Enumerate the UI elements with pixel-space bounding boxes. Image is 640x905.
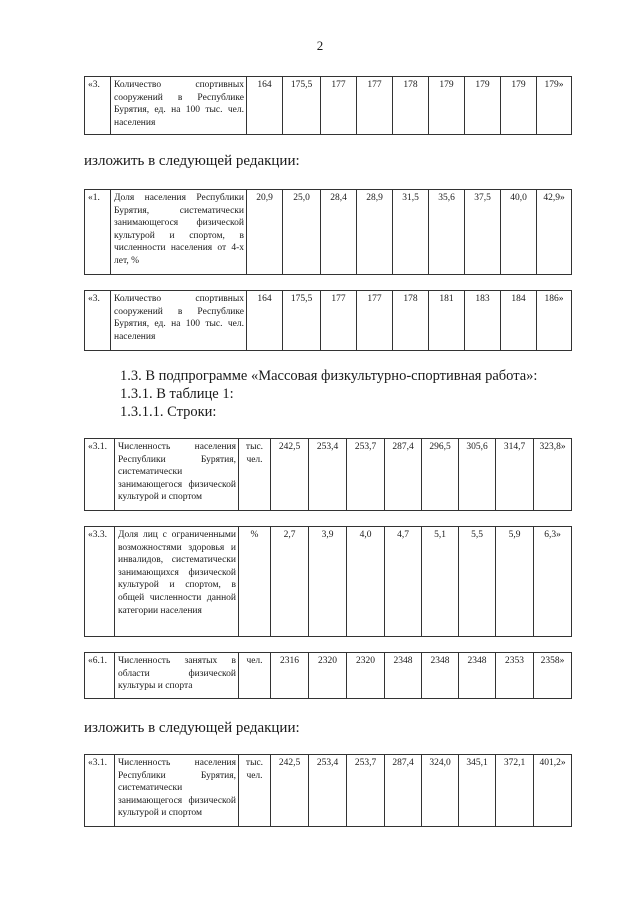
row-description: Численность населения Республики Бурятия, систематически занимающегося физической культурой и спортом (115, 439, 239, 511)
section-heading: 1.3.1.1. Строки: (120, 404, 217, 420)
row-value: 35,6 (429, 190, 465, 275)
row-value: 179 (501, 77, 537, 135)
row-value: 253,7 (347, 439, 385, 511)
row-value: 324,0 (422, 755, 459, 827)
row-value: 2320 (309, 653, 347, 699)
row-index: «1. (85, 190, 111, 275)
row-value: 178 (393, 291, 429, 351)
row-value: 2,7 (271, 527, 309, 637)
section-heading: 1.3. В подпрограмме «Массовая физкультурно-спортивная работа»: (120, 368, 538, 384)
indicator-table-1 (84, 76, 572, 135)
row-value: 4,7 (385, 527, 422, 637)
row-value: 253,7 (347, 755, 385, 827)
row-value: 323,8» (534, 439, 572, 511)
row-index: «3.3. (85, 527, 115, 637)
row-value: 42,9» (537, 190, 572, 275)
section-heading: 1.3.1. В таблице 1: (120, 386, 234, 402)
redaction-phrase: изложить в следующей редакции: (84, 153, 300, 169)
row-value: 179» (537, 77, 572, 135)
table-row (85, 77, 572, 135)
row-unit: тыс. чел. (239, 755, 271, 827)
page-number: 2 (316, 38, 324, 53)
row-value: 164 (247, 77, 283, 135)
row-value: 2358» (534, 653, 572, 699)
row-value: 6,3» (534, 527, 572, 637)
row-value: 253,4 (309, 439, 347, 511)
row-description: Численность занятых в области физической культуры и спорта (115, 653, 239, 699)
indicator-table-5 (84, 526, 572, 637)
row-value: 175,5 (283, 291, 321, 351)
row-value: 164 (247, 291, 283, 351)
row-index: «3.1. (85, 439, 115, 511)
indicator-table-4 (84, 438, 572, 511)
row-unit: % (239, 527, 271, 637)
row-value: 3,9 (309, 527, 347, 637)
row-value: 177 (321, 77, 357, 135)
row-value: 296,5 (422, 439, 459, 511)
row-value: 31,5 (393, 190, 429, 275)
table-row (85, 755, 572, 827)
indicator-table-7 (84, 754, 572, 827)
row-value: 2348 (385, 653, 422, 699)
row-value: 179 (465, 77, 501, 135)
row-value: 5,5 (459, 527, 496, 637)
row-value: 242,5 (271, 755, 309, 827)
row-unit: тыс. чел. (239, 439, 271, 511)
row-value: 40,0 (501, 190, 537, 275)
row-index: «6.1. (85, 653, 115, 699)
row-value: 287,4 (385, 755, 422, 827)
row-unit: чел. (239, 653, 271, 699)
row-description: Доля лиц с ограниченными возможностями здоровья и инвалидов, систематически занимающихся физической культурой и спортом, в общей численности данной категории населения (115, 527, 239, 637)
row-index: «3. (85, 291, 111, 351)
table-row (85, 439, 572, 511)
row-description: Количество спортивных сооружений в Республике Бурятия, ед. на 100 тыс. чел. населения (111, 291, 247, 351)
redaction-phrase: изложить в следующей редакции: (84, 720, 300, 736)
row-value: 253,4 (309, 755, 347, 827)
row-value: 2348 (422, 653, 459, 699)
row-value: 177 (357, 77, 393, 135)
row-value: 179 (429, 77, 465, 135)
table-row (85, 190, 572, 275)
indicator-table-6 (84, 652, 572, 699)
row-value: 2348 (459, 653, 496, 699)
row-value: 181 (429, 291, 465, 351)
row-value: 5,9 (496, 527, 534, 637)
row-value: 2353 (496, 653, 534, 699)
row-value: 28,9 (357, 190, 393, 275)
row-value: 28,4 (321, 190, 357, 275)
row-value: 5,1 (422, 527, 459, 637)
row-value: 242,5 (271, 439, 309, 511)
row-index: «3. (85, 77, 111, 135)
row-description: Количество спортивных сооружений в Республике Бурятия, ед. на 100 тыс. чел. населения (111, 77, 247, 135)
row-value: 401,2» (534, 755, 572, 827)
row-value: 20,9 (247, 190, 283, 275)
row-value: 287,4 (385, 439, 422, 511)
row-value: 175,5 (283, 77, 321, 135)
row-index: «3.1. (85, 755, 115, 827)
row-value: 37,5 (465, 190, 501, 275)
row-description: Доля населения Республики Бурятия, систематически занимающегося физической культурой и спортом, в численности населения от 4-х лет, % (111, 190, 247, 275)
row-value: 177 (357, 291, 393, 351)
row-value: 184 (501, 291, 537, 351)
table-row (85, 291, 572, 351)
row-value: 314,7 (496, 439, 534, 511)
row-value: 178 (393, 77, 429, 135)
table-row (85, 653, 572, 699)
row-value: 25,0 (283, 190, 321, 275)
table-row (85, 527, 572, 637)
row-value: 183 (465, 291, 501, 351)
row-value: 305,6 (459, 439, 496, 511)
row-value: 345,1 (459, 755, 496, 827)
row-value: 186» (537, 291, 572, 351)
row-value: 2316 (271, 653, 309, 699)
indicator-table-2 (84, 189, 572, 275)
indicator-table-3 (84, 290, 572, 351)
row-value: 2320 (347, 653, 385, 699)
row-value: 177 (321, 291, 357, 351)
row-value: 372,1 (496, 755, 534, 827)
row-description: Численность населения Республики Бурятия, систематически занимающегося физической культурой и спортом (115, 755, 239, 827)
row-value: 4,0 (347, 527, 385, 637)
